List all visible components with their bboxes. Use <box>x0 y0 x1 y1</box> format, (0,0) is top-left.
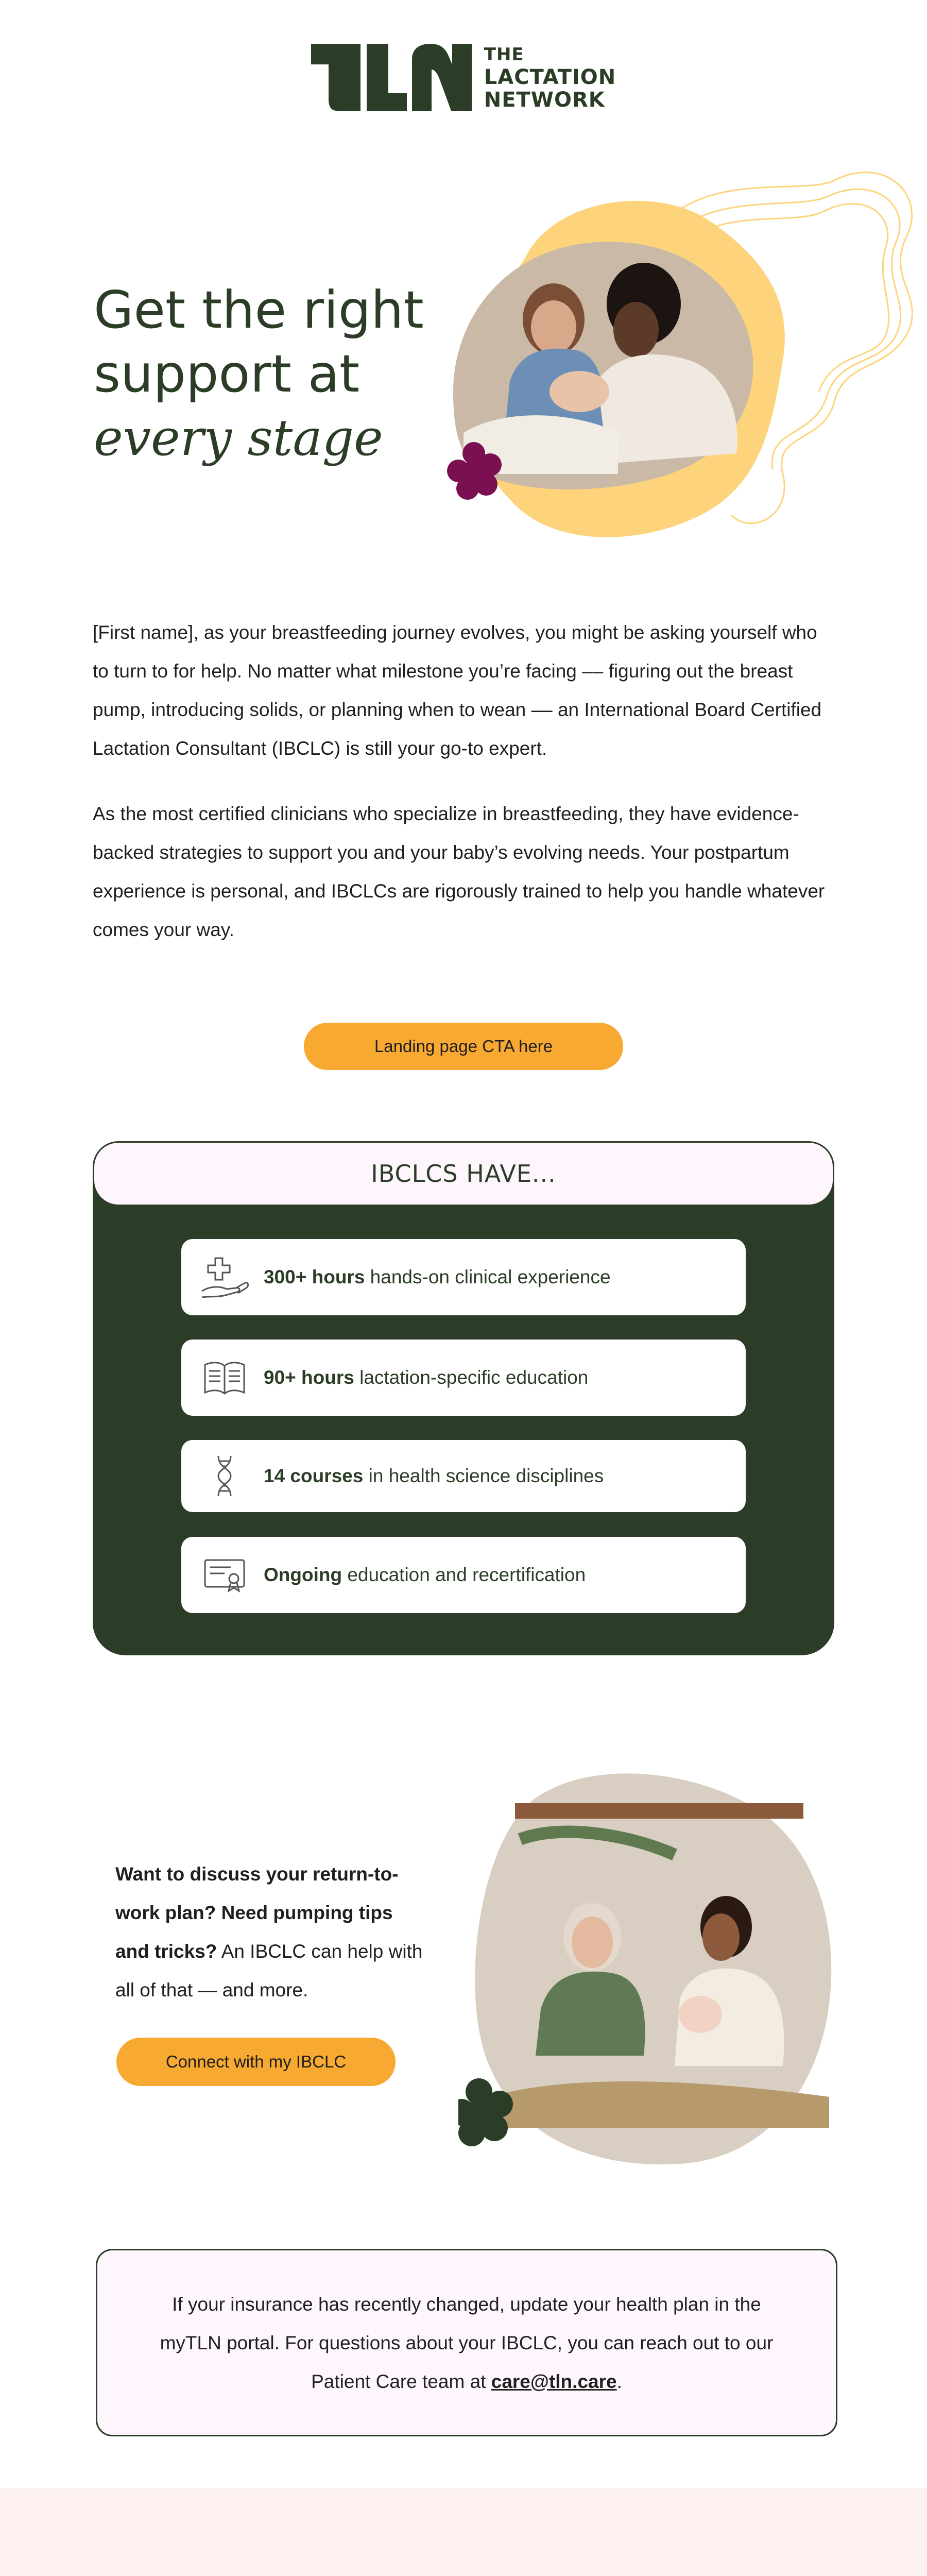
certificate-icon <box>200 1552 249 1598</box>
brand-logo[interactable] <box>311 43 616 111</box>
brand-network: NETWORK <box>484 88 605 112</box>
landing-page-cta-button[interactable]: Landing page CTA here <box>304 1023 623 1070</box>
hero-title <box>94 278 424 470</box>
return-to-work-bold: Want to discuss your return-to-work plan? Need pumping tips and tricks? <box>115 1863 399 1962</box>
credential-bold: Ongoing <box>264 1564 342 1585</box>
insurance-end: . <box>616 2370 622 2392</box>
intro-paragraph-1: [First name], as your breastfeeding journey evolves, you might be asking yourself who to turn to for help. No matter what milestone you’re facing –– figuring out the breast pump, introducing solids, or planning when to wean –– an International Board Certified Lactation Consultant (IBCLC) is still your go-to expert. <box>93 622 822 759</box>
credential-item <box>181 1239 746 1315</box>
ibclc-heading: IBCLCS HAVE... <box>93 1141 834 1206</box>
cta-wrapper <box>0 1023 927 1070</box>
hero-title-italic: every stage <box>94 409 383 467</box>
insurance-text <box>144 2285 789 2401</box>
ibclc-credentials-panel <box>93 1141 834 1655</box>
hero-illustration <box>443 165 927 577</box>
credential-item <box>181 1537 746 1613</box>
hero-title-line2: support at <box>94 344 360 404</box>
social-section <box>0 2488 927 2576</box>
family-photo <box>458 1767 850 2179</box>
insurance-notice <box>96 2249 837 2436</box>
credential-bold: 300+ hours <box>264 1266 365 1287</box>
intro-copy <box>93 613 834 976</box>
book-icon <box>200 1354 249 1401</box>
credential-item <box>181 1440 746 1512</box>
insurance-copy: If your insurance has recently changed, update your health plan in the myTLN portal. For questions about your IBCLC, you can reach out to our Patient Care team at <box>160 2293 774 2392</box>
return-to-work-copy <box>115 1855 424 2009</box>
credential-text <box>264 1367 588 1388</box>
patient-care-email-link[interactable]: care@tln.care <box>491 2370 617 2392</box>
credential-rest: in health science disciplines <box>363 1465 604 1486</box>
hand-plus-icon <box>200 1254 249 1300</box>
credential-bold: 90+ hours <box>264 1367 354 1388</box>
dna-icon <box>200 1453 249 1499</box>
credential-text <box>264 1564 586 1586</box>
credential-rest: education and recertification <box>342 1564 586 1585</box>
tln-mark-icon <box>311 44 472 111</box>
email-header <box>0 0 927 155</box>
return-to-work-section <box>0 1767 927 2179</box>
credential-bold: 14 courses <box>264 1465 364 1486</box>
credential-rest: lactation-specific education <box>354 1367 589 1388</box>
brand-lactation: LACTATION <box>484 65 616 89</box>
brand-wordmark <box>484 43 616 111</box>
intro-paragraph-2: As the most certified clinicians who specialize in breastfeeding, they have evidence-backed strategies to support you and your baby’s evolving needs. Your postpartum experience is personal, and IBCLCs are rigorously trained to help you handle whatever comes your way. <box>93 803 825 940</box>
return-to-work-rest: An IBCLC can help with all of that — and more. <box>115 1941 423 2001</box>
hero-section <box>0 165 927 577</box>
credential-text <box>264 1465 604 1487</box>
hero-photo-breastfeeding <box>453 242 753 489</box>
hero-title-line1: Get the right <box>94 280 424 340</box>
credential-rest: hands-on clinical experience <box>365 1266 611 1287</box>
credential-item <box>181 1340 746 1416</box>
connect-ibclc-button[interactable]: Connect with my IBCLC <box>116 2038 396 2086</box>
credential-text <box>264 1266 611 1288</box>
brand-the: THE <box>484 44 524 65</box>
